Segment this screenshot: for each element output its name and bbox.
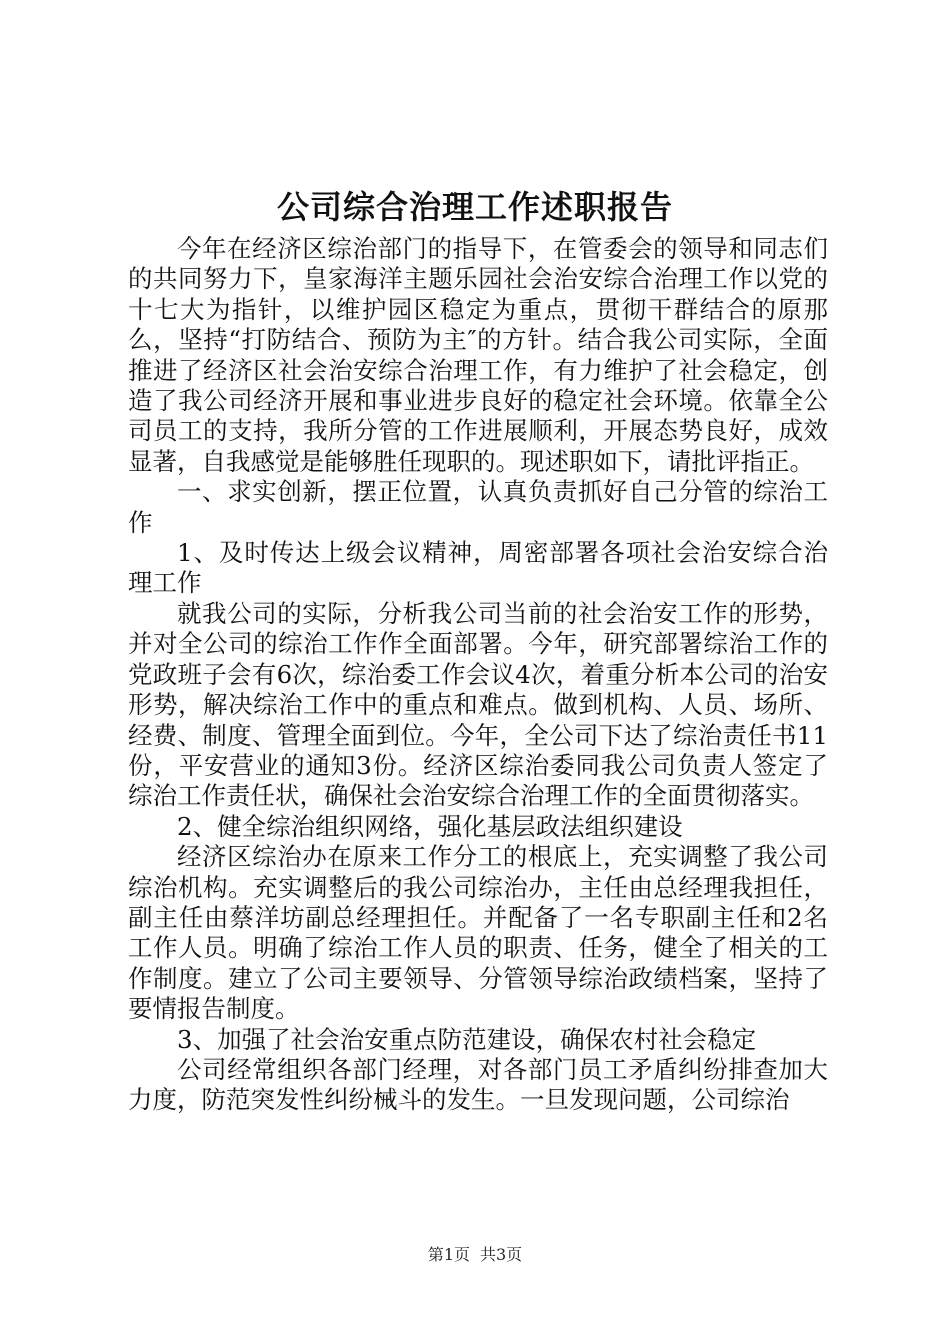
document-title: 公司综合治理工作述职报告 xyxy=(276,188,673,226)
page-number: 第1页 xyxy=(427,1245,470,1264)
page-total: 共3页 xyxy=(480,1245,523,1264)
paragraph-3: 公司经常组织各部门经理，对各部门员工矛盾纠纷排查加大力度，防范突发性纠纷械斗的发生。一旦发现问题，公司综治 xyxy=(128,1054,828,1115)
heading-section-1: 一、求实创新，摆正位置，认真负责抓好自己分管的综治工作 xyxy=(128,477,828,537)
paragraph-1: 就我公司的实际，分析我公司当前的社会治安工作的形势，并对全公司的综治工作作全面部署。今年，研究部署综治工作的党政班子会有6次，综治委工作会议4次，着重分析本公司的治安形势，解决综治工作中的重点和难点。做到机构、人员、场所、经费、制度、管理全面到位。今年，全公司下达了综治责任书11份，平安营业的通知3份。经济区综治委同我公司负责人签定了综治工作责任状，确保社会治安综合治理工作的全面贯彻落实。 xyxy=(128,598,828,811)
document-body xyxy=(128,234,828,1116)
subheading-2: 2、健全综治组织网络，强化基层政法组织建设 xyxy=(177,811,683,841)
subheading-3: 3、加强了社会治安重点防范建设，确保农村社会稳定 xyxy=(177,1024,757,1054)
paragraph-2: 经济区综治办在原来工作分工的根底上，充实调整了我公司综治机构。充实调整后的我公司综治办，主任由总经理我担任，副主任由蔡洋坊副总经理担任。并配备了一名专职副主任和2名工作人员。明确了综治工作人员的职责、任务，健全了相关的工作制度。建立了公司主要领导、分管领导综治政绩档案，坚持了要情报告制度。 xyxy=(128,842,828,1024)
paragraph-intro: 今年在经济区综治部门的指导下，在管委会的领导和同志们的共同努力下，皇家海洋主题乐园社会治安综合治理工作以党的十七大为指针，以维护园区稳定为重点，贯彻干群结合的原那么，坚持“打防结合、预防为主″的方针。结合我公司实际，全面推进了经济区社会治安综合治理工作，有力维护了社会稳定，创造了我公司经济开展和事业进步良好的稳定社会环境。依靠全公司员工的支持，我所分管的工作进展顺利，开展态势良好，成效显著，自我感觉是能够胜任现职的。现述职如下，请批评指正。 xyxy=(128,234,828,476)
subheading-1: 1、及时传达上级会议精神，周密部署各项社会治安综合治理工作 xyxy=(128,538,828,598)
page-footer xyxy=(0,1244,950,1266)
